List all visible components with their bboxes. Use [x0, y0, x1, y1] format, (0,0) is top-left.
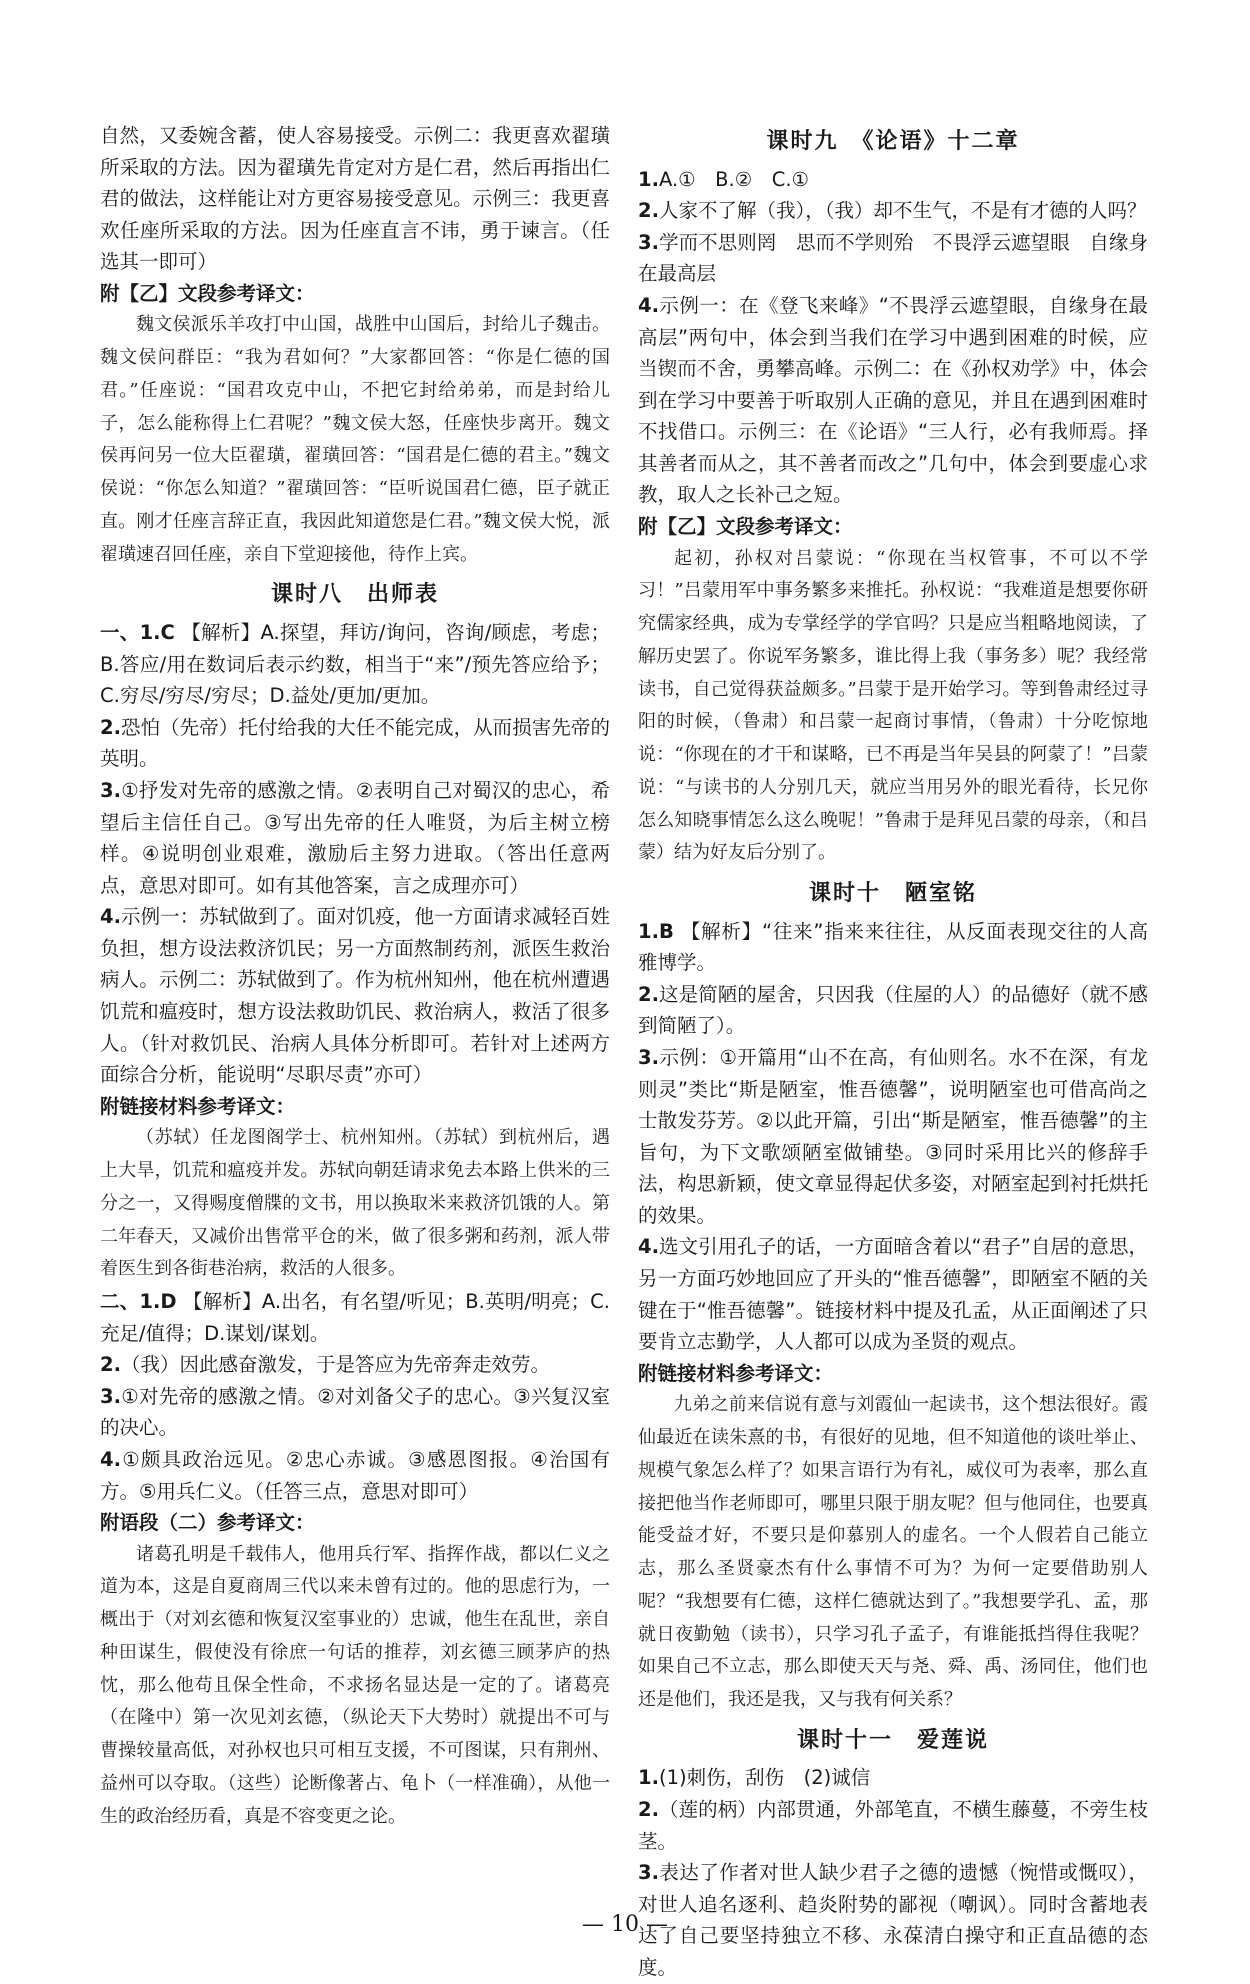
right-column	[638, 118, 1148, 1984]
answer-number: 1.	[638, 1766, 659, 1790]
page-number: — 10 —	[582, 1912, 668, 1937]
answer-number: 4.	[638, 293, 659, 317]
answer-text: 学而不思则罔 思而不学则殆 不畏浮云遮望眼 自缘身在最高层	[638, 230, 1148, 286]
answer-number: 2.	[100, 715, 121, 739]
answer-text: 【解析】A.出名，有名望/听见；B.英明/明亮；C.充足/值得；D.谋划/谋划。	[100, 1290, 610, 1345]
section-title-lesson-11: 课时十一 爱莲说	[796, 1726, 989, 1753]
translation-text: 起初，孙权对吕蒙说：“你现在当权管事，不可以不学习！”吕蒙用军中事务繁多来推托。孙权说：“我难道是想要你研究儒家经典，成为专掌经学的学官吗？只是应当粗略地阅读，了解历史罢了。你说军务繁多，谁比得上我（事务多）呢？我经常读书，自己觉得获益颇多。”吕蒙于是开始学习。等到鲁肃经过寻阳的时候，（鲁肃）和吕蒙一起商讨事情，（鲁肃）十分吃惊地说：“你现在的才干和谋略，已不再是当年吴县的阿蒙了！”吕蒙说：“与读书的人分别几天，就应当用另外的眼光看待，长兄你怎么知晓事情怎么这么晚呢！”鲁肃于是拜见吕蒙的母亲，（和吕蒙）结为好友后分别了。	[638, 547, 1148, 864]
answer-item	[638, 290, 1148, 511]
translation-label: 附【乙】文段参考译文：	[638, 514, 853, 538]
left-column	[100, 120, 610, 1833]
translation-label: 附链接材料参考译文：	[638, 1361, 834, 1385]
answer-text: ①颇具政治远见。②忠心赤诚。③感恩图报。④治国有方。⑤用兵仁义。（任答三点，意思对即可）	[100, 1447, 610, 1503]
answer-item	[100, 617, 610, 712]
answer-number: 3.	[638, 1046, 659, 1069]
translation-label: 附语段（二）参考译文：	[100, 1511, 315, 1535]
answer-item	[638, 164, 1148, 196]
answer-item	[638, 1762, 1148, 1794]
answer-number: 一、1.C	[100, 621, 175, 645]
answer-number: 3.	[638, 1861, 659, 1885]
answer-number: 2.	[100, 1353, 121, 1377]
answer-text: 恐怕（先帝）托付给我的大任不能完成，从而损害先帝的英明。	[100, 715, 610, 771]
answer-number: 2.	[638, 982, 659, 1006]
answer-number: 3.	[100, 1384, 121, 1408]
answer-number: 1.	[638, 167, 659, 191]
answer-text: 【解析】A.探望，拜访/询问，咨询/顾虑，考虑；B.答应/用在数词后表示约数，相当于“来”/预先答应给予；C.穷尽/穷尽/穷尽；D.益处/更加/更加。	[100, 621, 610, 708]
answer-item	[100, 1444, 610, 1507]
answer-text: 示例一：苏轼做到了。面对饥疫，他一方面请求减轻百姓负担，想方设法救济饥民；另一方面熬制药剂，派医生救治病人。示例二：苏轼做到了。作为杭州知州，他在杭州遭遇饥荒和瘟疫时，想方设法救助饥民、救治病人，救活了很多人。（针对救饥民、治病人具体分析即可。若针对上述两方面综合分析，能说明“尽职尽责”亦可）	[100, 905, 610, 1087]
answer-number: 4.	[638, 1235, 659, 1259]
answer-item	[638, 916, 1148, 979]
answer-text: 示例一：在《登飞来峰》“不畏浮云遮望眼，自缘身在最高层”两句中，体会到当我们在学习中遇到困难的时候，应当锲而不舍，勇攀高峰。示例二：在《孙权劝学》中，体会到在学习中要善于听取别人正确的意见，并且在遇到困难时不找借口。示例三：在《论语》“三人行，必有我师焉。择其善者而从之，其不善者而改之”几句中，体会到要虚心求教，取人之长补己之短。	[638, 293, 1148, 507]
answer-text: 选文引用孔子的话，一方面暗含着以“君子”自居的意思，另一方面巧妙地回应了开头的“惟吾德馨”，即陋室不陋的关键在于“惟吾德馨”。链接材料中提及孔孟，从正面阐述了只要肯立志勤学，人人都可以成为圣贤的观点。	[638, 1235, 1148, 1354]
answer-item	[638, 1042, 1148, 1231]
translation-text: 九弟之前来信说有意与刘霞仙一起读书，这个想法很好。霞仙最近在读朱熹的书，有很好的见地，但不知道他的谈吐举止、规模气象怎么样了？如果言语行为有礼，威仪可为表率，那么直接把他当作老师即可，哪里只限于朋友呢？但与他同住，也要真能受益才好，不要只是仰慕别人的虚名。一个人假若自己能立志，那么圣贤豪杰有什么事情不可为？为何一定要借助别人呢？“我想要有仁德，这样仁德就达到了。”我想要学孔、孟，那就日夜勤勉（读书），只学习孔子孟子，有谁能抵挡得住我呢？如果自己不立志，那么即使天天与尧、舜、禹、汤同住，他们也还是他们，我还是我，又与我有何关系？	[638, 1394, 1148, 1711]
answer-text: A.① B.② C.①	[658, 167, 810, 191]
translation-text: 魏文侯派乐羊攻打中山国，战胜中山国后，封给儿子魏击。魏文侯问群臣：“我为君如何？”大家都回答：“你是仁德的国君。”任座说：“国君攻克中山，不把它封给弟弟，而是封给儿子，怎么能称得上仁君呢？”魏文侯大怒，任座快步离开。魏文侯再问另一位大臣翟璜，翟璜回答：“国君是仁德的君主。”魏文侯说：“你怎么知道？”翟璜回答：“臣听说国君仁德，臣子就正直。刚才任座言辞正直，我因此知道您是仁君。”魏文侯大悦，派翟璜速召回任座，亲自下堂迎接他，待作上宾。	[100, 314, 610, 565]
answer-number: 3.	[638, 230, 659, 254]
answer-item	[638, 979, 1148, 1042]
answer-item	[638, 227, 1148, 290]
translation-label: 附链接材料参考译文：	[100, 1094, 296, 1118]
answer-text: （莲的柄）内部贯通，外部笔直，不横生藤蔓，不旁生枝茎。	[638, 1798, 1148, 1853]
answer-number: 4.	[100, 905, 121, 929]
answer-item	[100, 901, 610, 1090]
answer-text: 【解析】“往来”指来来往往，从反面表现交往的人高雅博学。	[638, 919, 1148, 975]
answer-item	[100, 1286, 610, 1349]
section-title-lesson-8: 课时八 出师表	[270, 581, 439, 608]
answer-text: 示例：①开篇用“山不在高，有仙则名。水不在深，有龙则灵”类比“斯是陋室，惟吾德馨”，说明陋室也可借高尚之士散发芬芳。②以此开篇，引出“斯是陋室，惟吾德馨”的主旨句，为下文歌颂陋室做铺垫。③同时采用比兴的修辞手法，构思新颖，使文章显得起伏多姿，对陋室起到衬托烘托的效果。	[638, 1046, 1148, 1227]
answer-text: 这是简陋的屋舍，只因我（住屋的人）的品德好（就不感到简陋了）。	[638, 982, 1148, 1038]
continued-answer: 自然，又委婉含蓄，使人容易接受。示例二：我更喜欢翟璜所采取的方法。因为翟璜先肯定对方是仁君，然后再指出仁君的做法，这样能让对方更容易接受意见。示例三：我更喜欢任座所采取的方法。因为任座直言不讳，勇于谏言。（任选其一即可）	[100, 124, 610, 274]
translation-text: （苏轼）任龙图阁学士、杭州知州。（苏轼）到杭州后，遇上大旱，饥荒和瘟疫并发。苏轼向朝廷请求免去本路上供米的三分之一，又得赐度僧牒的文书，用以换取米来救济饥饿的人。第二年春天，又减价出售常平仓的米，做了很多粥和药剂，派人带着医生到各街巷治病，救活的人很多。	[100, 1127, 610, 1280]
answer-text: ①抒发对先帝的感激之情。②表明自己对蜀汉的忠心，希望后主信任自己。③写出先帝的任人唯贤，为后主树立榜样。④说明创业艰难，激励后主努力进取。（答出任意两点，意思对即可。如有其他答案，言之成理亦可）	[100, 778, 610, 897]
answer-number: 1.B	[638, 919, 674, 943]
answer-item	[100, 775, 610, 901]
answer-text: （我）因此感奋激发，于是答应为先帝奔走效劳。	[120, 1353, 550, 1377]
answer-item	[100, 1381, 610, 1444]
answer-item	[638, 195, 1148, 227]
answer-number: 二、1.D	[100, 1290, 177, 1314]
translation-label: 附【乙】文段参考译文：	[100, 281, 315, 305]
answer-text: ①对先帝的感激之情。②对刘备父子的忠心。③兴复汉室的决心。	[100, 1384, 610, 1440]
answer-item	[100, 1349, 610, 1381]
answer-number: 2.	[638, 1798, 659, 1822]
answer-text: 人家不了解（我），（我）却不生气，不是有才德的人吗？	[658, 199, 1147, 223]
answer-item	[638, 1231, 1148, 1357]
answer-item	[100, 712, 610, 775]
answer-number: 2.	[638, 199, 659, 223]
translation-text: 诸葛孔明是千载伟人，他用兵行军、指挥作战，都以仁义之道为本，这是自夏商周三代以来未曾有过的。他的思虑行为，一概出于（对刘玄德和恢复汉室事业的）忠诚，他生在乱世，亲自种田谋生，假使没有徐庶一句话的推荐，刘玄德三顾茅庐的热忱，那么他苟且保全性命，不求扬名显达是一定的了。诸葛亮（在隆中）第一次见刘玄德，（纵论天下大势时）就提出不可与曹操较量高低，对孙权也只可相互支援，不可图谋，只有荆州、益州可以夺取。（这些）论断像著占、龟卜（一样准确），从他一生的政治经历看，真是不容变更之论。	[100, 1543, 610, 1827]
section-title-lesson-10: 课时十 陋室铭	[808, 880, 977, 907]
section-title-lesson-9: 课时九 《论语》十二章	[766, 128, 1020, 154]
answer-text: (1)刺伤，刮伤 (2)诚信	[658, 1766, 871, 1790]
answer-text: 表达了作者对世人缺少君子之德的遗憾（惋惜或慨叹），对世人追名逐利、趋炎附势的鄙视（嘲讽）。同时含蓄地表达了自己要坚持独立不移、永葆清白操守和正直品德的态度。	[638, 1861, 1148, 1979]
answer-item	[638, 1794, 1148, 1857]
answer-number: 3.	[100, 778, 121, 802]
answer-number: 4.	[100, 1447, 121, 1471]
